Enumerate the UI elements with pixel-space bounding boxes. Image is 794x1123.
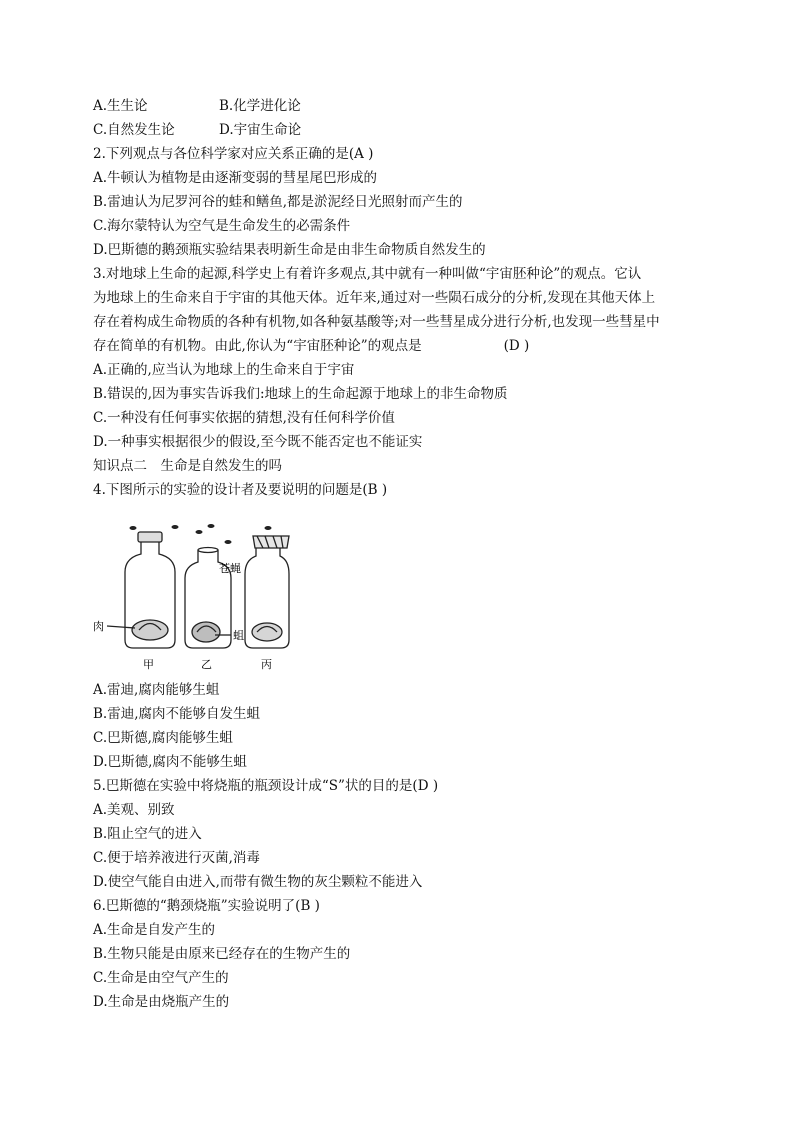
q1-option-c: C.自然发生论 bbox=[93, 122, 175, 138]
q3-stem-line4 bbox=[93, 334, 713, 358]
section-heading: 知识点二 生命是自然发生的吗 bbox=[93, 458, 282, 474]
q3-option-c: C.一种没有任何事实依据的猜想,没有任何科学价值 bbox=[93, 410, 395, 426]
label-meat: 肉 bbox=[93, 620, 104, 633]
q5-option-c: C.便于培养液进行灭菌,消毒 bbox=[93, 850, 260, 866]
q6-option-d: D.生命是由烧瓶产生的 bbox=[93, 994, 230, 1010]
label-jar-yi: 乙 bbox=[201, 658, 212, 671]
q5-stem: 5.巴斯德在实验中将烧瓶的瓶颈设计成“S”状的目的是(D ) bbox=[93, 778, 439, 794]
q5-option-a: A.美观、别致 bbox=[93, 802, 175, 818]
label-fly: 苍蝇 bbox=[219, 562, 241, 575]
q3-stem-line1: 3.对地球上生命的起源,科学史上有着许多观点,其中就有一种叫做“宇宙胚种论”的观点。它认 bbox=[93, 266, 642, 282]
q5-option-b: B.阻止空气的进入 bbox=[93, 826, 202, 842]
q1-options-row2 bbox=[93, 118, 713, 142]
label-jar-jia: 甲 bbox=[143, 658, 154, 671]
q4-option-c: C.巴斯德,腐肉能够生蛆 bbox=[93, 730, 233, 746]
q3-stem-text: 存在简单的有机物。由此,你认为“宇宙胚种论”的观点是 bbox=[93, 338, 422, 354]
q4-stem: 4.下图所示的实验的设计者及要说明的问题是(B ) bbox=[93, 482, 388, 498]
q2-option-d: D.巴斯德的鹅颈瓶实验结果表明新生命是由非生命物质自然发生的 bbox=[93, 242, 486, 258]
q3-option-b: B.错误的,因为事实告诉我们:地球上的生命起源于地球上的非生命物质 bbox=[93, 386, 508, 402]
q6-stem: 6.巴斯德的“鹅颈烧瓶”实验说明了(B ) bbox=[93, 898, 320, 914]
q3-stem-line3: 存在着构成生命物质的各种有机物,如各种氨基酸等;对一些彗星成分进行分析,也发现一些彗星中 bbox=[93, 314, 660, 330]
worksheet bbox=[93, 94, 713, 1014]
q2-option-c: C.海尔蒙特认为空气是生命发生的必需条件 bbox=[93, 218, 351, 234]
q6-option-b: B.生物只能是由原来已经存在的生物产生的 bbox=[93, 946, 351, 962]
q3-option-a: A.正确的,应当认为地球上的生命来自于宇宙 bbox=[93, 362, 355, 378]
q4-option-d: D.巴斯德,腐肉不能够生蛆 bbox=[93, 754, 247, 770]
q1-option-d: D.宇宙生命论 bbox=[219, 122, 302, 138]
q4-option-a: A.雷迪,腐肉能够生蛆 bbox=[93, 682, 220, 698]
q2-option-b: B.雷迪认为尼罗河谷的蛙和鳝鱼,都是淤泥经日光照射而产生的 bbox=[93, 194, 463, 210]
q3-option-d: D.一种事实根据很少的假设,至今既不能否定也不能证实 bbox=[93, 434, 423, 450]
q3-stem-line2: 为地球上的生命来自于宇宙的其他天体。近年来,通过对一些陨石成分的分析,发现在其他天体上 bbox=[93, 290, 656, 306]
q1-option-b: B.化学进化论 bbox=[219, 98, 301, 114]
q5-option-d: D.使空气能自由进入,而带有微生物的灰尘颗粒不能进入 bbox=[93, 874, 423, 890]
label-maggot: 蛆 bbox=[233, 629, 244, 642]
q2-stem: 2.下列观点与各位科学家对应关系正确的是(A ) bbox=[93, 146, 374, 162]
q1-option-a: A.生生论 bbox=[93, 98, 148, 114]
q1-options-row1 bbox=[93, 94, 713, 118]
jar-experiment-illustration bbox=[93, 522, 293, 672]
jar-experiment-figure bbox=[93, 522, 293, 672]
q6-option-a: A.生命是自发产生的 bbox=[93, 922, 216, 938]
q4-option-b: B.雷迪,腐肉不能够自发生蛆 bbox=[93, 706, 261, 722]
q3-answer: (D ) bbox=[503, 338, 530, 354]
label-jar-bing: 丙 bbox=[261, 658, 272, 671]
q6-option-c: C.生命是由空气产生的 bbox=[93, 970, 229, 986]
q2-option-a: A.牛顿认为植物是由逐渐变弱的彗星尾巴形成的 bbox=[93, 170, 378, 186]
